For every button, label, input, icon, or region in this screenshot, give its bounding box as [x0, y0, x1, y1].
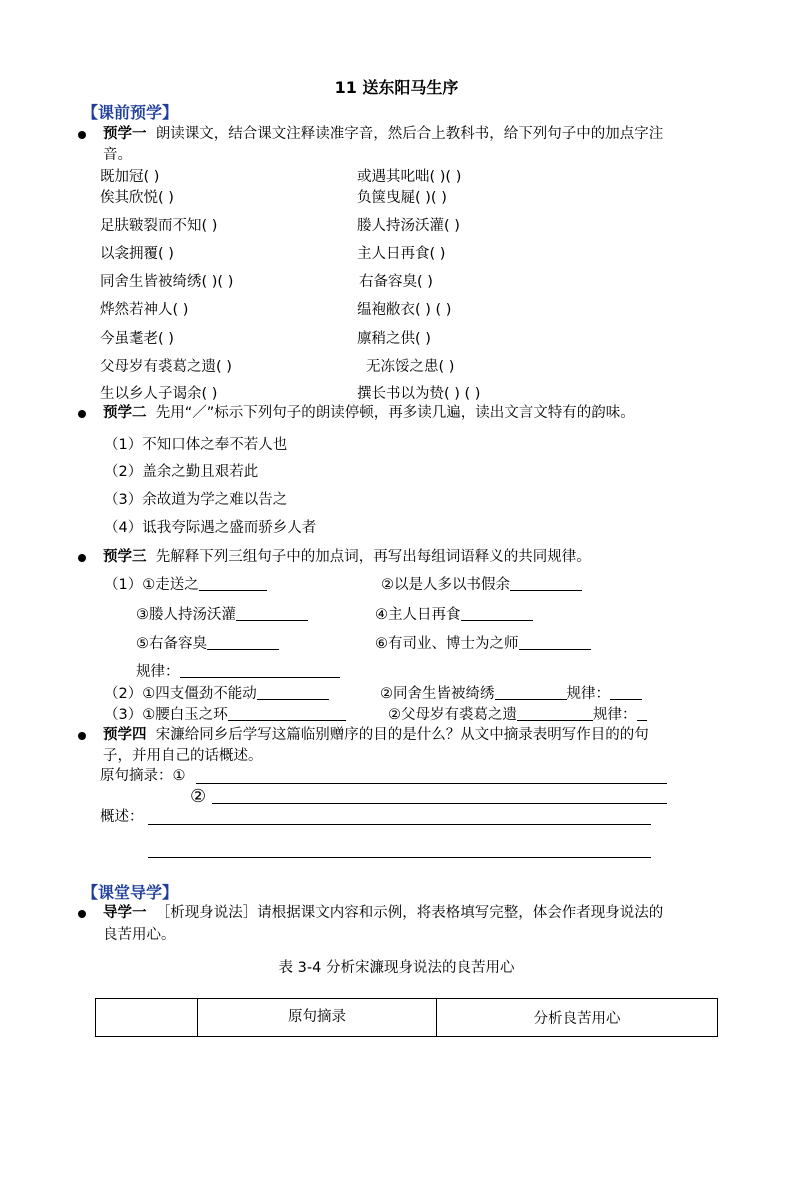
answer-blank[interactable] — [510, 576, 582, 591]
answer-blank[interactable] — [228, 706, 346, 721]
table-header-quote: 原句摘录 — [198, 999, 437, 1036]
bullet-icon — [78, 732, 86, 740]
word-item-text: ⑤右备容臭 — [136, 636, 207, 652]
word-item — [136, 635, 279, 653]
pron-item: 生以乡人子谒余( ) — [100, 386, 218, 402]
pron-item: 父母岁有裘葛之遗( ) — [100, 359, 232, 375]
word-item — [381, 576, 582, 594]
answer-blank[interactable] — [236, 606, 308, 621]
d1-instruction — [103, 905, 663, 922]
word-item — [375, 635, 591, 653]
answer-blank[interactable] — [495, 685, 567, 700]
pause-item: （3）余故道为学之难以告之 — [104, 492, 288, 508]
word-item-text: （2）①四支僵劲不能动 — [104, 686, 257, 702]
word-item-text: （1）①走送之 — [104, 577, 199, 593]
pron-item: 无冻馁之患( ) — [366, 359, 455, 375]
pron-item: 同舍生皆被绮绣( )( ) — [100, 274, 234, 290]
p4-instruction — [103, 727, 649, 744]
pron-item: 廪稍之供( ) — [357, 331, 431, 347]
rule-label: 规律： — [566, 686, 610, 702]
table-caption: 表 3-4 分析宋濂现身说法的良苦用心 — [278, 960, 515, 976]
word-item-text: ③媵人持汤沃灌 — [136, 607, 236, 623]
quote-label-2: ② — [190, 786, 207, 807]
page-title: 11 送东阳马生序 — [334, 78, 459, 97]
p2-label: 预学二 — [103, 405, 147, 421]
word-item-text: ②同舍生皆被绮绣 — [380, 686, 495, 702]
d1-text-line1: ［析现身说法］请根据课文内容和示例，将表格填写完整，体会作者现身说法的 — [155, 905, 664, 921]
pause-item: （1）不知口体之奉不若人也 — [104, 437, 288, 453]
pron-item: 缊袍敝衣( ) ( ) — [357, 302, 452, 318]
word-item — [136, 606, 308, 624]
rule-line — [136, 663, 340, 681]
table-header-analysis: 分析良苦用心 — [533, 1011, 621, 1027]
answer-blank[interactable] — [637, 706, 647, 721]
d1-label: 导学一 — [103, 905, 147, 921]
word-item — [104, 685, 329, 703]
quote-label: 原句摘录：① — [100, 768, 186, 784]
bullet-icon — [78, 910, 86, 918]
word-item-text: （3）①腰白玉之环 — [104, 707, 228, 723]
p4-text-line2: 子，并用自己的话概述。 — [103, 748, 263, 764]
section-heading-class: 【课堂导学】 — [82, 883, 179, 902]
word-item-text: ⑥有司业、博士为之师 — [375, 636, 519, 652]
pron-item: 主人日再食( ) — [357, 246, 446, 262]
bullet-icon — [78, 554, 86, 562]
pause-item: （2）盖余之勤且艰若此 — [104, 464, 259, 480]
pron-item: 或遇其叱咄( )( ) — [357, 169, 462, 185]
p3-instruction — [103, 549, 591, 566]
answer-line[interactable] — [212, 803, 667, 804]
pron-item: 负箧曳屣( )( ) — [357, 190, 447, 206]
p3-label: 预学三 — [103, 549, 147, 565]
table-cell-blank[interactable] — [96, 999, 198, 1036]
summary-label: 概述： — [100, 809, 144, 825]
rule-label: 规律： — [593, 707, 637, 723]
p1-label: 预学一 — [103, 126, 147, 142]
p1-text-line2: 音。 — [103, 147, 132, 163]
pron-item: 烨然若神人( ) — [100, 302, 189, 318]
word-item — [104, 576, 267, 594]
answer-line[interactable] — [148, 824, 651, 825]
rule-label: 规律： — [136, 664, 180, 680]
answer-line[interactable] — [196, 783, 667, 784]
p1-instruction — [103, 126, 663, 143]
p2-text: 先用“／”标示下列句子的朗读停顿，再多读几遍，读出文言文特有的韵味。 — [155, 405, 635, 421]
answer-blank[interactable] — [199, 576, 267, 591]
section-heading-pre: 【课前预学】 — [82, 103, 179, 122]
p1-text-line1: 朗读课文，结合课文注释读准字音，然后合上教科书，给下列句子中的加点字注 — [155, 126, 664, 142]
answer-blank[interactable] — [207, 635, 279, 650]
bullet-icon — [78, 131, 86, 139]
pron-item: 媵人持汤沃灌( ) — [357, 218, 460, 234]
pron-item: 右备容臭( ) — [359, 274, 433, 290]
analysis-table — [95, 998, 718, 1037]
pron-item: 以衾拥覆( ) — [100, 246, 174, 262]
answer-blank[interactable] — [517, 706, 593, 721]
answer-line[interactable] — [148, 857, 651, 858]
word-item-text: ②以是人多以书假余 — [381, 577, 510, 593]
pron-item: 今虽耄老( ) — [100, 331, 174, 347]
p2-instruction — [103, 405, 635, 422]
word-item-text: ④主人日再食 — [375, 607, 461, 623]
d1-text-line2: 良苦用心。 — [103, 927, 176, 943]
word-item — [375, 606, 533, 624]
p4-text-line1: 宋濂给同乡后学写这篇临别赠序的目的是什么？从文中摘录表明写作目的的句 — [155, 727, 649, 743]
word-item — [104, 706, 346, 724]
answer-blank[interactable] — [257, 685, 329, 700]
pause-item: （4）诋我夸际遇之盛而骄乡人者 — [104, 520, 317, 536]
answer-blank[interactable] — [610, 685, 642, 700]
word-item — [380, 685, 642, 703]
answer-blank[interactable] — [180, 663, 340, 678]
bullet-icon — [78, 410, 86, 418]
answer-blank[interactable] — [461, 606, 533, 621]
p4-label: 预学四 — [103, 727, 147, 743]
pron-item: 撰长书以为贽( ) ( ) — [357, 386, 481, 402]
word-item-text: ②父母岁有裘葛之遗 — [388, 707, 517, 723]
answer-blank[interactable] — [519, 635, 591, 650]
p3-text: 先解释下列三组句子中的加点词，再写出每组词语释义的共同规律。 — [155, 549, 591, 565]
pron-item: 俟其欣悦( ) — [100, 190, 174, 206]
pron-item: 既加冠( ) — [100, 169, 160, 185]
word-item — [388, 706, 647, 724]
pron-item: 足肤皲裂而不知( ) — [100, 218, 218, 234]
